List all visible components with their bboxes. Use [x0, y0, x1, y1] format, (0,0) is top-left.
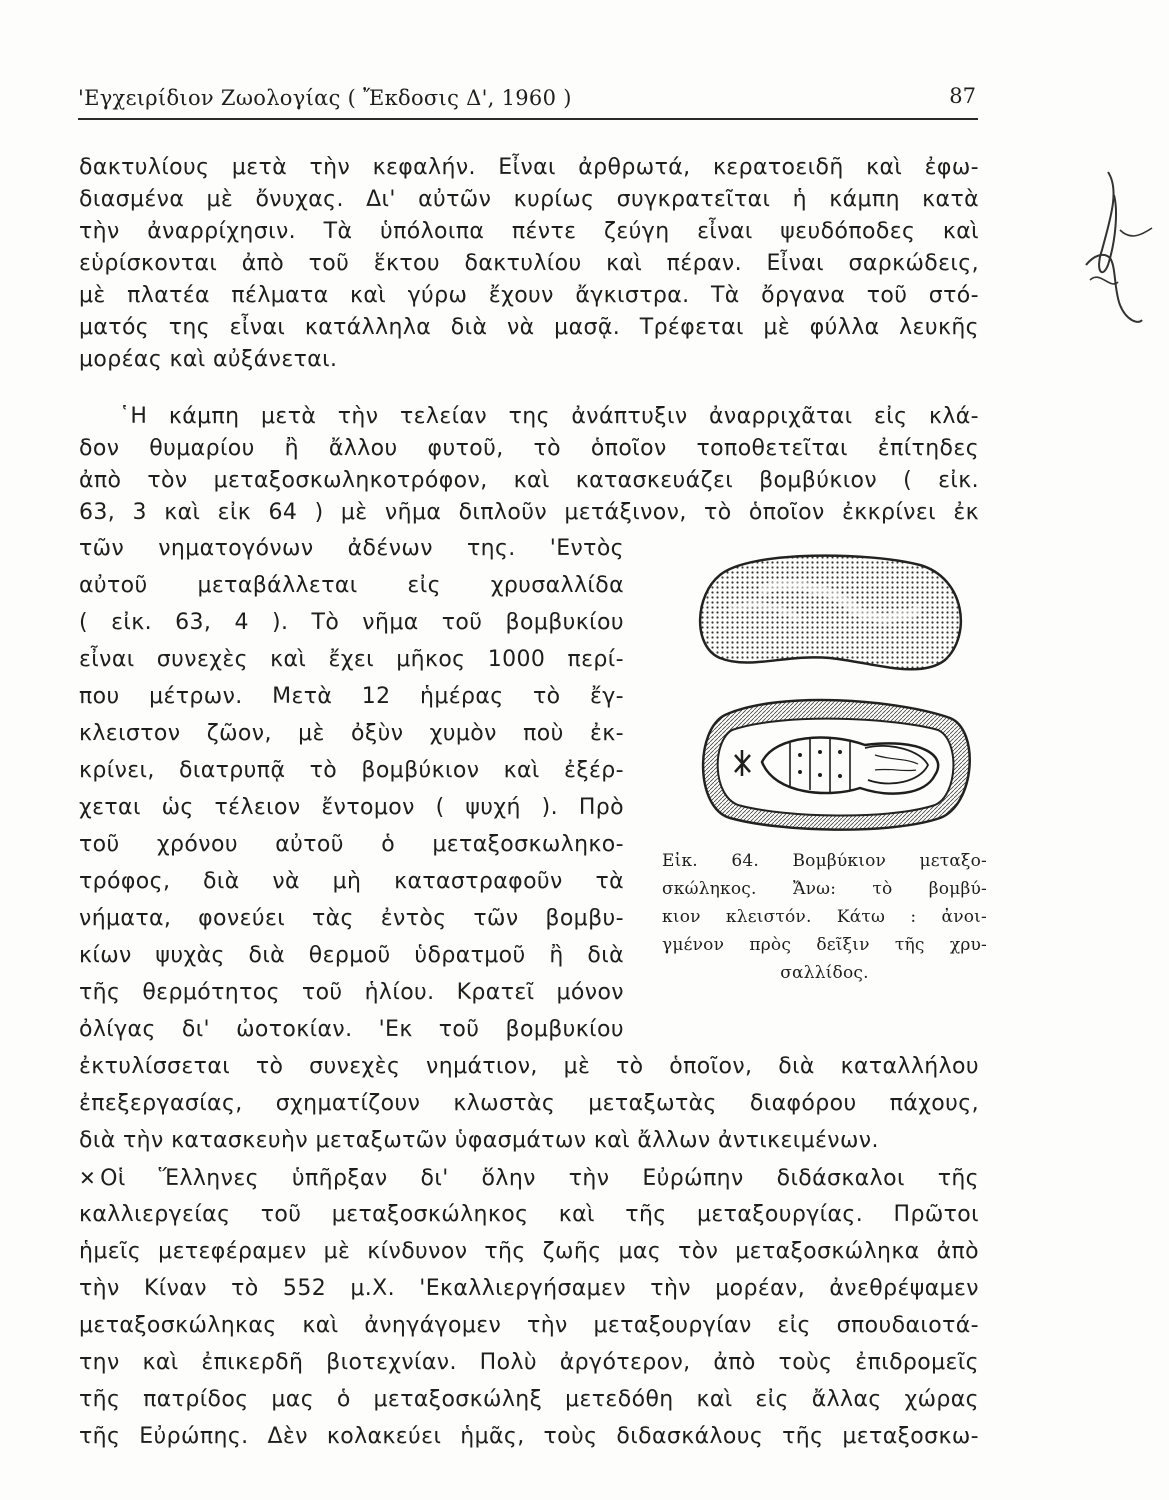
- text-line: εἶναι συνεχὲς καὶ ἔχει μῆκος 1000 περί-: [79, 647, 624, 672]
- page-header: [78, 82, 978, 120]
- handwritten-mark: [1080, 170, 1160, 330]
- text-line: [79, 1163, 979, 1194]
- text-line: χεται ὡς τέλειον ἔντομον ( ψυχή ). Πρὸ: [79, 795, 624, 820]
- text-line: τὴν ἀναρρίχησιν. Τὰ ὑπόλοιπα πέντε ζεύγη εἶναι ψευδόποδες καὶ: [79, 219, 979, 244]
- open-cocoon: [703, 700, 970, 830]
- caption-line: σαλλίδος.: [780, 963, 869, 983]
- text-line: τοῦ χρόνου αὐτοῦ ὁ μεταξοσκωληκο-: [79, 832, 624, 857]
- running-title: 'Εγχειρίδιον Ζωολογίας ( Ἔκδοσις Δ', 1960 ): [78, 86, 572, 110]
- cocoon-figure: [690, 550, 980, 860]
- text-line: δακτυλίους μετὰ τὴν κεφαλήν. Εἶναι ἀρθρωτά, κερατοειδῆ καὶ ἐφω-: [79, 155, 979, 180]
- text-line: δον θυμαρίου ἢ ἄλλου φυτοῦ, τὸ ὁποῖον τοποθετεῖται ἐπίτηδες: [79, 436, 979, 461]
- caption-line: σκώληκος. Ἄνω: τὸ βομβύ-: [662, 879, 987, 899]
- text-line: ἡμεῖς μετεφέραμεν μὲ κίνδυνον τῆς ζωῆς μας τὸν μεταξοσκώληκα ἀπὸ: [79, 1239, 979, 1264]
- text-line: ἐκτυλίσσεται τὸ συνεχὲς νημάτιον, μὲ τὸ ὁποῖον, διὰ καταλλήλου: [79, 1054, 979, 1079]
- text-line: 63, 3 καὶ εἰκ 64 ) μὲ νῆμα διπλοῦν μετάξινον, τὸ ὁποῖον ἐκκρίνει ἐκ: [79, 500, 979, 525]
- text-line: καλλιεργείας τοῦ μεταξοσκώληκος καὶ τῆς μεταξουργίας. Πρῶτοι: [79, 1202, 979, 1227]
- text-line: τρόφος, διὰ νὰ μὴ καταστραφοῦν τὰ: [79, 869, 624, 894]
- caption-line: Εἰκ. 64. Βομβύκιον μεταξο-: [662, 851, 987, 871]
- text-line: διὰ τὴν κατασκευὴν μεταξωτῶν ὑφασμάτων καὶ ἄλλων ἀντικειμένων.: [79, 1128, 879, 1153]
- text-line: την καὶ ἐπικερδῆ βιοτεχνίαν. Πολὺ ἀργότερον, ἀπὸ τοὺς ἐπιδρομεῖς: [79, 1350, 979, 1375]
- caption-line: κιον κλειστόν. Κάτω : ἀνοι-: [662, 907, 987, 927]
- text-line: νήματα, φονεύει τὰς ἐντὸς τῶν βομβυ-: [79, 906, 624, 931]
- text-line: μὲ πλατέα πέλματα καὶ γύρω ἔχουν ἄγκιστρα. Τὰ ὄργανα τοῦ στό-: [79, 283, 979, 308]
- caption-line: γμένον πρὸς δεῖξιν τῆς χρυ-: [662, 935, 987, 955]
- text-line: που μέτρων. Μετὰ 12 ἡμέρας τὸ ἔγ-: [79, 684, 624, 709]
- text-line: ἐπεξεργασίας, σχηματίζουν κλωστὰς μεταξωτὰς διαφόρου πάχους,: [79, 1091, 979, 1116]
- text-line: ματός της εἶναι κατάλληλα διὰ νὰ μασᾷ. Τρέφεται μὲ φύλλα λευκῆς: [79, 315, 979, 340]
- text-line: κίων ψυχὰς διὰ θερμοῦ ὑδρατμοῦ ἢ διὰ: [79, 943, 624, 968]
- text-line: εὑρίσκονται ἀπὸ τοῦ ἕκτου δακτυλίου καὶ πέραν. Εἶναι σαρκώδεις,: [79, 251, 979, 276]
- text-line: τῆς Εὐρώπης. Δὲν κολακεύει ἡμᾶς, τοὺς διδασκάλους τῆς μεταξοσκω-: [79, 1424, 979, 1449]
- text-line: μορέας καὶ αὐξάνεται.: [79, 347, 338, 372]
- text-line: διασμένα μὲ ὄνυχας. Δι' αὐτῶν κυρίως συγκρατεῖται ἡ κάμπη κατὰ: [79, 187, 979, 212]
- page-number: 87: [949, 84, 976, 108]
- figure-caption: [662, 847, 987, 987]
- text-line: κρίνει, διατρυπᾷ τὸ βομβύκιον καὶ ἐξέρ-: [79, 758, 624, 783]
- text-line: τὴν Κίναν τὸ 552 μ.Χ. 'Εκαλλιεργήσαμεν τὴν μορέαν, ἀνεθρέψαμεν: [79, 1276, 979, 1301]
- text-line: τῶν νηματογόνων ἀδένων της. 'Εντὸς: [79, 536, 624, 561]
- text-line: τῆς πατρίδος μας ὁ μεταξοσκώληξ μετεδόθη καὶ εἰς ἄλλας χώρας: [79, 1387, 979, 1412]
- text-line: τῆς θερμότητος τοῦ ἡλίου. Κρατεῖ μόνον: [79, 980, 624, 1005]
- text-line-content: Οἱ Ἕλληνες ὑπῆρξαν δι' ὅλην τὴν Εὐρώπην διδάσκαλοι τῆς: [100, 1166, 979, 1191]
- text-line: ῾Η κάμπη μετὰ τὴν τελείαν της ἀνάπτυξιν ἀναρριχᾶται εἰς κλά-: [119, 404, 979, 429]
- text-line: αὐτοῦ μεταβάλλεται εἰς χρυσαλλίδα: [79, 573, 624, 598]
- cross-mark: ✕: [79, 1166, 97, 1190]
- text-line: ἀπὸ τὸν μεταξοσκωληκοτρόφον, καὶ κατασκευάζει βομβύκιον ( εἰκ.: [79, 468, 979, 493]
- text-line: ὀλίγας δι' ὠοτοκίαν. 'Εκ τοῦ βομβυκίου: [79, 1017, 624, 1042]
- text-line: μεταξοσκώληκας καὶ ἀνηγάγομεν τὴν μεταξουργίαν εἰς σπουδαιοτά-: [79, 1313, 979, 1338]
- text-line: κλειστον ζῶον, μὲ ὀξὺν χυμὸν ποὺ ἐκ-: [79, 721, 624, 746]
- text-line: ( εἰκ. 63, 4 ). Τὸ νῆμα τοῦ βομβυκίου: [79, 610, 624, 635]
- closed-cocoon: [700, 556, 961, 670]
